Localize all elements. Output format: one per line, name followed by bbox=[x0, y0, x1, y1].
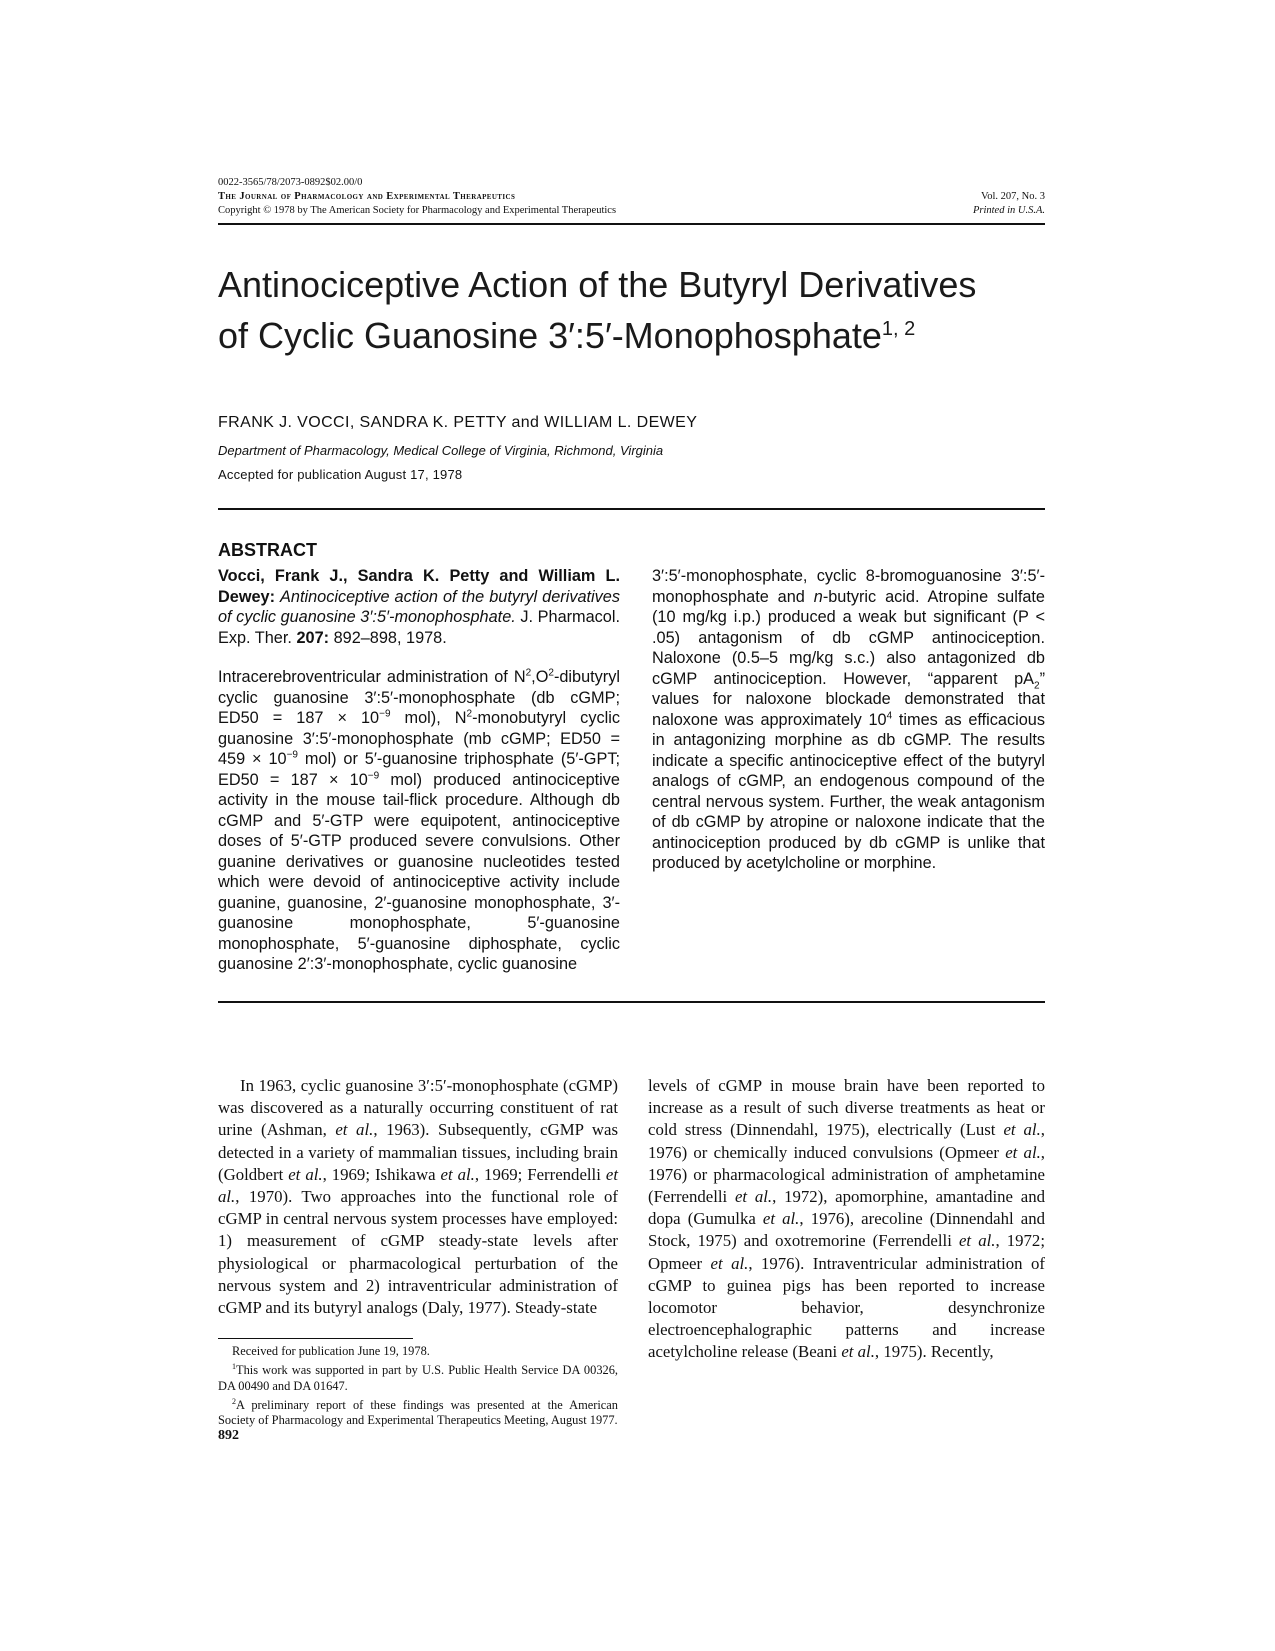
title-line-2: of Cyclic Guanosine 3′:5′-Monophosphate bbox=[218, 315, 882, 356]
abstract-column-left bbox=[218, 566, 620, 975]
footnote-rule bbox=[218, 1338, 413, 1339]
journal-header bbox=[218, 176, 838, 218]
header-rule bbox=[218, 223, 1045, 225]
abstract-paragraph-part-1: Intracerebroventricular administration of $N^2,O^2$-dibutyryl cyclic guanosine 3′:5′-monophosphate (db cGMP; $ED50 = 187 \times 10^{-9}$ mol), $N^2$-monobutyryl cyclic guanosine 3′:5′-monophosphate (mb cGMP; $ED50 = 459 \times 10^{-9}$ mol) or 5′-guanosine triphosphate (5′-GPT; $ED50 = 187 \times 10^{-9}$ mol) produced antinociceptive activity in the mouse tail-flick procedure. Although db cGMP and 5′-GTP were equipotent, antinociceptive doses of 5′-GTP produced severe convulsions. Other guanine derivatives or guanosine nucleotides tested which were devoid of antinociceptive activity include guanine, guanosine, 2′-guanosine monophosphate, 3′-guanosine monophosphate, 5′-guanosine monophosphate, 5′-guanosine diphosphate, cyclic guanosine 2′:3′-monophosphate, cyclic guanosine bbox=[218, 667, 620, 973]
affiliation: Department of Pharmacology, Medical College of Virginia, Richmond, Virginia bbox=[218, 443, 664, 458]
page-number: 892 bbox=[218, 1428, 239, 1443]
accepted-date: Accepted for publication August 17, 1978 bbox=[218, 467, 463, 482]
volume-number: Vol. 207, No. 3 bbox=[981, 191, 1045, 202]
body-column-right bbox=[648, 1075, 1045, 1364]
abstract-heading: ABSTRACT bbox=[218, 540, 317, 560]
author-list: FRANK J. VOCCI, SANDRA K. PETTY and WILLIAM L. DEWEY bbox=[218, 414, 698, 431]
citation-authors: Vocci, Frank J., Sandra K. Petty and William L. Dewey: bbox=[218, 567, 620, 606]
title-line-1: Antinociceptive Action of the Butyryl Derivatives bbox=[218, 264, 977, 305]
citation-volume: 207: bbox=[296, 628, 330, 647]
received-date: Received for publication June 19, 1978. bbox=[232, 1344, 430, 1358]
abstract-bottom-rule bbox=[218, 1001, 1045, 1003]
volume-info bbox=[820, 190, 1045, 218]
journal-name: The Journal of Pharmacology and Experimental Therapeutics bbox=[218, 191, 516, 202]
body-paragraph: In 1963, cyclic guanosine 3′:5′-monophosphate (cGMP) was discovered as a naturally occurring constituent of rat urine (Ashman, et al., 1963). Subsequently, cGMP was detected in a variety of mammalian tissues, including brain (Goldbert et al., 1969; Ishikawa et al., 1969; Ferrendelli et al., 1970). Two approaches into the functional role of cGMP in central nervous system processes have employed: 1) measurement of cGMP steady-state levels after physiological or pharmacological perturbation of the nervous system and 2) intraventricular administration of cGMP and its butyryl analogs (Daly, 1977). Steady-state bbox=[218, 1076, 619, 1318]
abstract-paragraph-part-2: 3′:5′-monophosphate, cyclic 8-bromoguanosine 3′:5′-monophosphate and n-butyric acid. Atropine sulfate (10 mg/kg i.p.) produced a weak but significant (P < .05) antagonism of db cGMP antinociception. Naloxone (0.5–5 mg/kg s.c.) also antagonized db cGMP antinociception. However, “apparent $pA_2$” values for naloxone blockade demonstrated that naloxone was approximately $10^4$ times as efficacious in antagonizing morphine as db cGMP. The results indicate a specific antinociceptive effect of the butyryl analogs of cGMP, an endogenous compound of the central nervous system. Further, the weak antagonism of db cGMP by atropine or naloxone indicate that the antinociception produced by db cGMP is unlike that produced by acetylcholine or morphine. bbox=[652, 567, 1045, 872]
printed-in: Printed in U.S.A. bbox=[972, 205, 1045, 216]
abstract-top-rule bbox=[218, 508, 1045, 510]
body-column-left bbox=[218, 1075, 618, 1319]
citation-title: Antinociceptive action of the butyryl derivatives of cyclic guanosine 3′:5′-monophosphate. bbox=[218, 587, 620, 626]
abstract-citation bbox=[218, 566, 620, 648]
footnote-2: $^2$A preliminary report of these findings was presented at the American Society of Pharmacology and Experimental Therapeutics Meeting, August 1977. bbox=[218, 1397, 618, 1428]
citation-journal: J. Pharmacol. Exp. Ther. bbox=[218, 608, 620, 647]
body-paragraph-continued: levels of cGMP in mouse brain have been reported to increase as a result of such diverse treatments as heat or cold stress (Dinnendahl, 1975), electrically (Lust et al., 1976) or chemically induced convulsions (Opmeer et al., 1976) or pharmacological administration of amphetamine (Ferrendelli et al., 1972), apomorphine, amantadine and dopa (Gumulka et al., 1976), arecoline (Dinnendahl and Stock, 1975) and oxotremorine (Ferrendelli et al., 1972; Opmeer et al., 1976). Intraventricular administration of cGMP to guinea pigs has been reported to increase locomotor behavior, desynchronize electroencephalographic patterns and increase acetylcholine release (Beani et al., 1975). Recently, bbox=[648, 1076, 1045, 1362]
copyright-line: Copyright © 1978 by The American Society for Pharmacology and Experimental Therapeutics bbox=[218, 205, 617, 216]
citation-pages: 892–898, 1978. bbox=[333, 628, 447, 647]
footnotes bbox=[218, 1344, 618, 1429]
article-code: 0022-3565/78/2073-0892$02.00/0 bbox=[218, 177, 363, 188]
abstract-column-right bbox=[652, 566, 1045, 874]
article-title bbox=[218, 262, 1058, 358]
footnote-1: $^1$This work was supported in part by U.S. Public Health Service DA 00326, DA 00490 and DA 01647. bbox=[218, 1362, 618, 1393]
title-footnote-marks: 1, 2 bbox=[881, 318, 916, 340]
